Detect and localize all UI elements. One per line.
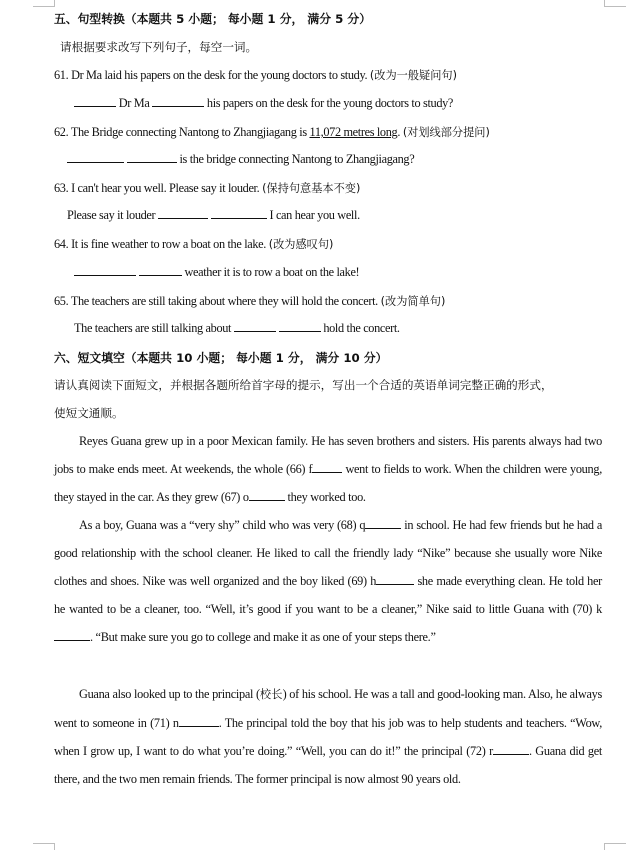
passage-text: they worked too. xyxy=(284,490,366,505)
passage-text: As a boy, Guana was a “very shy” child who was very (68) q xyxy=(79,518,366,532)
answer-blank[interactable] xyxy=(139,265,182,276)
underlined-phrase: 11,072 metres long xyxy=(309,125,398,139)
question-number: 61. xyxy=(54,68,69,82)
page-corner-mark xyxy=(604,0,626,7)
passage-text: . Guana did get there, and the two men remain friends. The former principal is now almost 90 years old. xyxy=(54,744,602,787)
passage-paragraph-3 xyxy=(54,680,602,793)
answer-text: weather it is to row a boat on the lake! xyxy=(184,265,360,279)
question-62 xyxy=(54,124,490,140)
answer-blank[interactable] xyxy=(74,265,136,276)
section-6-instruction-line-2: 使短文通顺。 xyxy=(54,406,124,420)
passage-text: Guana also looked up to the principal ( xyxy=(79,687,260,701)
question-number: 65. xyxy=(54,294,69,308)
answer-blank[interactable] xyxy=(234,321,276,332)
passage-paragraph-2 xyxy=(54,511,602,651)
blank-69[interactable] xyxy=(376,574,414,585)
question-65 xyxy=(54,293,445,309)
question-sentence: Dr Ma laid his papers on the desk for the young doctors to study. xyxy=(71,68,368,82)
answer-blank[interactable] xyxy=(158,208,208,219)
question-sentence: The teachers are still taking about where they will hold the concert. xyxy=(70,294,378,308)
blank-66[interactable] xyxy=(312,462,342,473)
answer-text: Please say it louder xyxy=(67,208,156,222)
question-sentence: It is fine weather to row a boat on the lake. xyxy=(71,237,266,251)
passage-text: . The principal told the boy that his job was to help students and teachers. “Wow, when I grow up, I want to do what you’re doing.” “Well, you can do it!” the principal (72) r xyxy=(54,716,602,759)
question-61 xyxy=(54,67,457,83)
passage-text: . “But make sure you go to college and make it as one of your steps there.” xyxy=(90,630,436,645)
section-6-instruction-line-1: 请认真阅读下面短文，并根据各题所给首字母的提示，写出一个合适的英语单词完整正确的形式， xyxy=(54,378,553,392)
answer-blank[interactable] xyxy=(67,152,124,163)
question-64 xyxy=(54,236,333,252)
passage-text: ) of his school. He was a tall and good-looking man. Also, he always went to someone in (71) n xyxy=(54,687,602,731)
answer-text: I can hear you well. xyxy=(269,208,360,222)
answer-text: The teachers are still talking about xyxy=(74,321,232,335)
page-corner-mark xyxy=(33,0,55,7)
answer-text: is the bridge connecting Nantong to Zhangjiagang? xyxy=(179,152,415,166)
blank-71[interactable] xyxy=(179,716,219,727)
passage-text: she made everything clean. He told her he wanted to be a cleaner, too. “Well, it’s good if you want to be a cleaner,” Nike said to little Guana with (70) k xyxy=(54,574,602,617)
passage-text: in school. He had few friends but he had a good relationship with the school cleaner. He liked to call the friendly lady “Nike” because she usually wore Nike clothes and shoes. Nike was well organized and the boy liked (69) h xyxy=(54,518,602,589)
answer-blank[interactable] xyxy=(152,96,204,107)
section-5-instruction: 请根据要求改写下列句子，每空一词。 xyxy=(60,40,258,54)
answer-text: hold the concert. xyxy=(323,321,400,335)
answer-blank[interactable] xyxy=(127,152,177,163)
answer-blank[interactable] xyxy=(279,321,321,332)
blank-70[interactable] xyxy=(54,630,90,641)
passage-paragraph-1 xyxy=(54,427,602,511)
question-requirement: (改为简单句) xyxy=(380,295,446,308)
passage-text: went to fields to work. When the children were young, they stayed in the car. As they grew (67) o xyxy=(54,462,602,505)
question-number: 63. xyxy=(54,181,69,195)
answer-64 xyxy=(74,265,359,280)
passage-text: Reyes Guana grew up in a poor Mexican family. He has seven brothers and sisters. His parents always had two jobs to make ends meet. At weekends, the whole (66) f xyxy=(54,434,602,477)
question-number: 64. xyxy=(54,237,69,251)
question-requirement: (改为感叹句) xyxy=(268,238,334,251)
answer-text: Dr Ma xyxy=(118,96,150,110)
answer-65 xyxy=(74,321,400,336)
answer-62 xyxy=(67,152,414,167)
chinese-gloss: 校长 xyxy=(259,688,283,701)
question-number: 62. xyxy=(54,125,69,139)
question-63 xyxy=(54,180,360,196)
question-sentence: The Bridge connecting Nantong to Zhangjiagang is xyxy=(70,125,307,139)
section-5-heading: 五、句型转换（本题共 5 小题； 每小题 1 分， 满分 5 分） xyxy=(54,12,372,26)
blank-67[interactable] xyxy=(249,490,285,501)
answer-blank[interactable] xyxy=(74,96,116,107)
answer-63 xyxy=(67,208,360,223)
answer-61 xyxy=(74,96,453,111)
question-sentence: I can't hear you well. Please say it louder. xyxy=(71,181,260,195)
question-requirement: (改为一般疑问句) xyxy=(369,69,457,82)
question-requirement: (对划线部分提问) xyxy=(402,126,490,139)
question-requirement: (保持句意基本不变) xyxy=(262,182,361,195)
blank-72[interactable] xyxy=(493,744,529,755)
punctuation: . xyxy=(397,125,401,139)
blank-68[interactable] xyxy=(365,518,401,529)
section-6-heading: 六、短文填空（本题共 10 小题； 每小题 1 分， 满分 10 分） xyxy=(54,351,388,365)
answer-text: his papers on the desk for the young doctors to study? xyxy=(206,96,454,110)
answer-blank[interactable] xyxy=(211,208,267,219)
